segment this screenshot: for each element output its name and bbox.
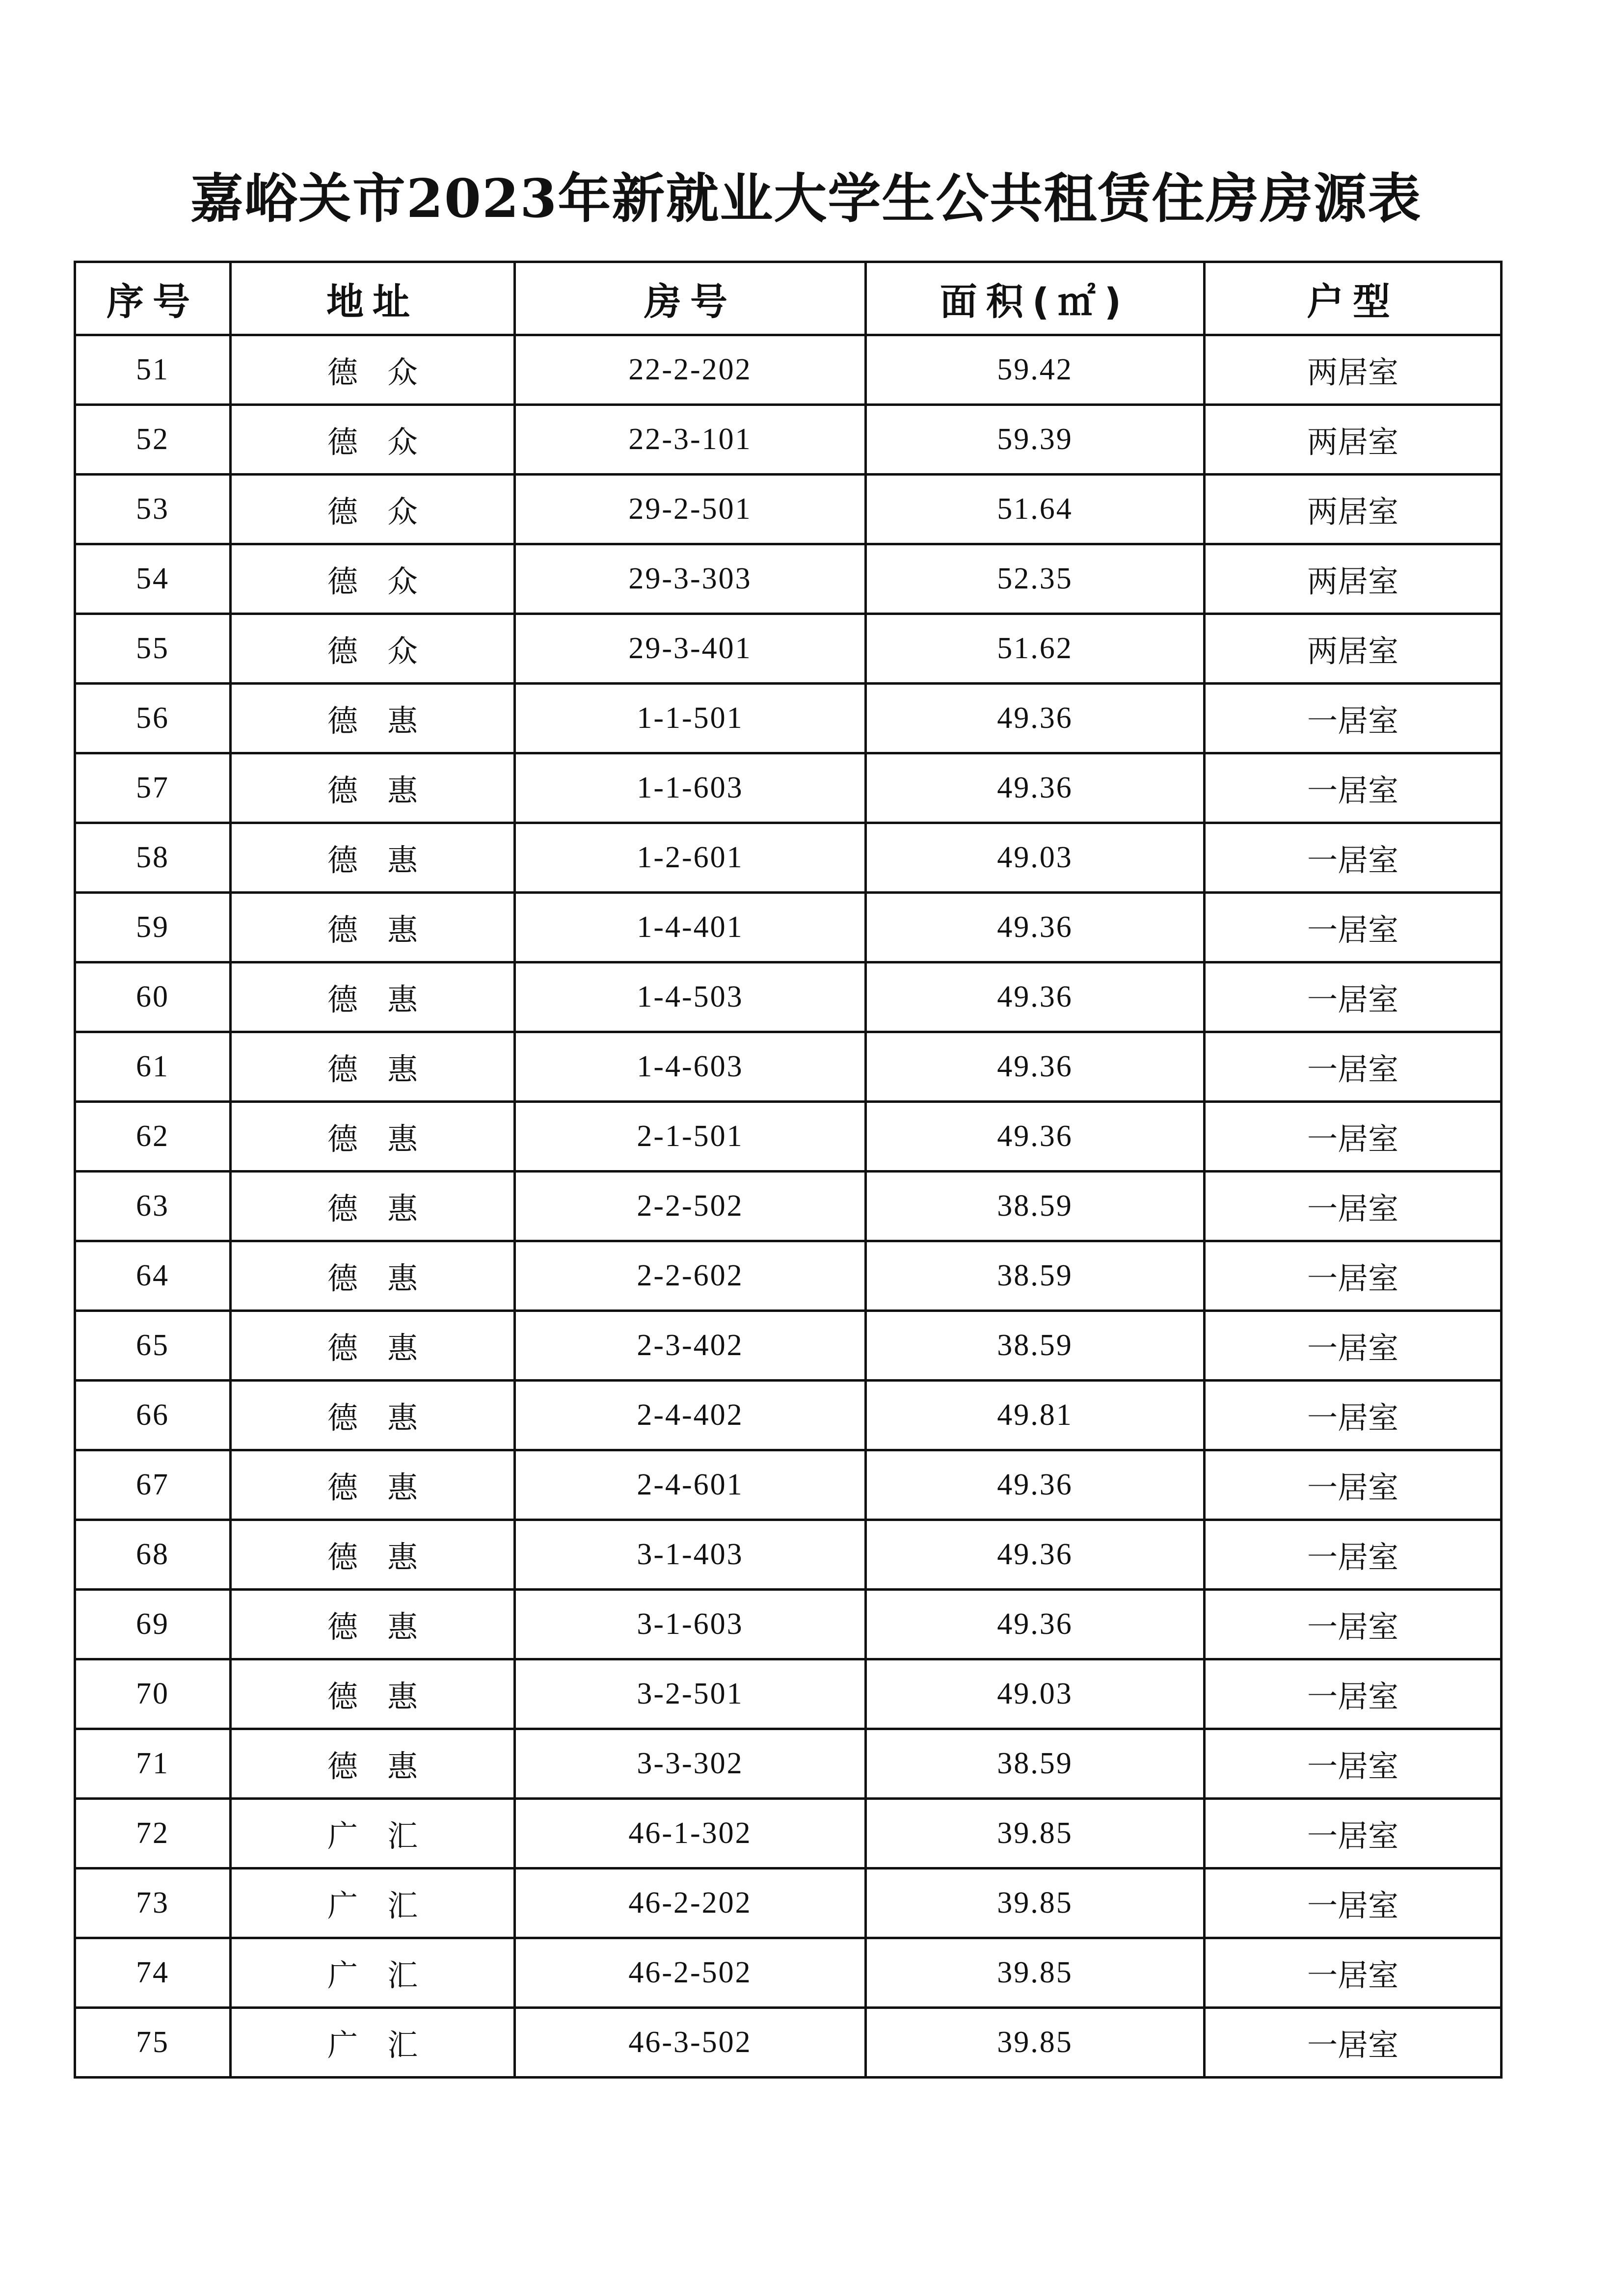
table-row bbox=[75, 1520, 1502, 1590]
cell-area: 39.85 bbox=[866, 1869, 1205, 1938]
cell-seq: 53 bbox=[75, 475, 231, 544]
cell-type: 一居室 bbox=[1205, 1172, 1502, 1241]
document-title: 嘉峪关市2023年新就业大学生公共租赁住房房源表 bbox=[190, 168, 1422, 230]
cell-area: 49.36 bbox=[866, 753, 1205, 823]
table-row bbox=[75, 405, 1502, 475]
cell-type: 一居室 bbox=[1205, 753, 1502, 823]
cell-address: 广汇 bbox=[231, 1869, 515, 1938]
cell-area: 51.62 bbox=[866, 614, 1205, 684]
cell-room: 3-3-302 bbox=[515, 1729, 866, 1799]
cell-room: 2-4-601 bbox=[515, 1450, 866, 1520]
cell-area: 49.36 bbox=[866, 1032, 1205, 1102]
table-row bbox=[75, 614, 1502, 684]
table-row bbox=[75, 1311, 1502, 1381]
table-row bbox=[75, 335, 1502, 405]
cell-room: 3-1-603 bbox=[515, 1590, 866, 1659]
table-row bbox=[75, 753, 1502, 823]
table-row bbox=[75, 823, 1502, 893]
cell-room: 46-1-302 bbox=[515, 1799, 866, 1869]
cell-address: 德惠 bbox=[231, 1172, 515, 1241]
cell-area: 49.36 bbox=[866, 1450, 1205, 1520]
cell-area: 49.36 bbox=[866, 1102, 1205, 1172]
cell-area: 39.85 bbox=[866, 1938, 1205, 2008]
table-row bbox=[75, 1938, 1502, 2008]
cell-room: 1-4-503 bbox=[515, 962, 866, 1032]
cell-type: 一居室 bbox=[1205, 893, 1502, 962]
cell-area: 49.36 bbox=[866, 684, 1205, 753]
cell-room: 2-1-501 bbox=[515, 1102, 866, 1172]
cell-room: 1-2-601 bbox=[515, 823, 866, 893]
cell-address: 德众 bbox=[231, 544, 515, 614]
cell-address: 德惠 bbox=[231, 1659, 515, 1729]
cell-room: 2-4-402 bbox=[515, 1381, 866, 1450]
cell-type: 一居室 bbox=[1205, 2008, 1502, 2078]
cell-address: 德惠 bbox=[231, 1032, 515, 1102]
cell-room: 3-2-501 bbox=[515, 1659, 866, 1729]
cell-address: 德惠 bbox=[231, 962, 515, 1032]
cell-room: 3-1-403 bbox=[515, 1520, 866, 1590]
cell-type: 一居室 bbox=[1205, 1590, 1502, 1659]
cell-type: 一居室 bbox=[1205, 962, 1502, 1032]
cell-seq: 51 bbox=[75, 335, 231, 405]
cell-address: 广汇 bbox=[231, 1799, 515, 1869]
cell-seq: 75 bbox=[75, 2008, 231, 2078]
cell-area: 49.36 bbox=[866, 1590, 1205, 1659]
table-row bbox=[75, 962, 1502, 1032]
cell-address: 德惠 bbox=[231, 1311, 515, 1381]
cell-area: 38.59 bbox=[866, 1172, 1205, 1241]
cell-room: 1-4-401 bbox=[515, 893, 866, 962]
table-row bbox=[75, 544, 1502, 614]
cell-area: 49.03 bbox=[866, 823, 1205, 893]
cell-address: 德惠 bbox=[231, 1102, 515, 1172]
cell-area: 49.36 bbox=[866, 962, 1205, 1032]
cell-address: 广汇 bbox=[231, 2008, 515, 2078]
cell-address: 德惠 bbox=[231, 823, 515, 893]
cell-type: 一居室 bbox=[1205, 1450, 1502, 1520]
cell-seq: 63 bbox=[75, 1172, 231, 1241]
cell-type: 两居室 bbox=[1205, 614, 1502, 684]
cell-seq: 52 bbox=[75, 405, 231, 475]
cell-type: 一居室 bbox=[1205, 1311, 1502, 1381]
cell-room: 46-2-202 bbox=[515, 1869, 866, 1938]
table-row bbox=[75, 2008, 1502, 2078]
cell-area: 49.36 bbox=[866, 1520, 1205, 1590]
cell-seq: 54 bbox=[75, 544, 231, 614]
cell-address: 德众 bbox=[231, 405, 515, 475]
cell-room: 46-2-502 bbox=[515, 1938, 866, 2008]
cell-address: 德惠 bbox=[231, 1729, 515, 1799]
cell-seq: 71 bbox=[75, 1729, 231, 1799]
table-row bbox=[75, 1172, 1502, 1241]
cell-type: 一居室 bbox=[1205, 1241, 1502, 1311]
table-row bbox=[75, 1590, 1502, 1659]
cell-area: 59.39 bbox=[866, 405, 1205, 475]
header-type: 户型 bbox=[1205, 262, 1502, 335]
cell-room: 1-1-603 bbox=[515, 753, 866, 823]
cell-address: 德惠 bbox=[231, 893, 515, 962]
cell-type: 一居室 bbox=[1205, 1729, 1502, 1799]
cell-type: 一居室 bbox=[1205, 1869, 1502, 1938]
cell-room: 2-3-402 bbox=[515, 1311, 866, 1381]
cell-type: 一居室 bbox=[1205, 684, 1502, 753]
cell-type: 一居室 bbox=[1205, 1938, 1502, 2008]
cell-room: 22-2-202 bbox=[515, 335, 866, 405]
cell-area: 52.35 bbox=[866, 544, 1205, 614]
cell-seq: 64 bbox=[75, 1241, 231, 1311]
cell-seq: 66 bbox=[75, 1381, 231, 1450]
cell-address: 广汇 bbox=[231, 1938, 515, 2008]
cell-address: 德惠 bbox=[231, 1241, 515, 1311]
table-row bbox=[75, 1032, 1502, 1102]
table-row bbox=[75, 1450, 1502, 1520]
cell-area: 39.85 bbox=[866, 1799, 1205, 1869]
cell-address: 德惠 bbox=[231, 753, 515, 823]
cell-address: 德惠 bbox=[231, 1590, 515, 1659]
cell-seq: 62 bbox=[75, 1102, 231, 1172]
cell-area: 51.64 bbox=[866, 475, 1205, 544]
cell-address: 德众 bbox=[231, 475, 515, 544]
cell-seq: 61 bbox=[75, 1032, 231, 1102]
cell-area: 49.81 bbox=[866, 1381, 1205, 1450]
cell-type: 一居室 bbox=[1205, 1520, 1502, 1590]
table-row bbox=[75, 475, 1502, 544]
cell-type: 一居室 bbox=[1205, 823, 1502, 893]
cell-address: 德众 bbox=[231, 335, 515, 405]
cell-room: 2-2-602 bbox=[515, 1241, 866, 1311]
cell-room: 1-1-501 bbox=[515, 684, 866, 753]
cell-type: 一居室 bbox=[1205, 1659, 1502, 1729]
cell-room: 22-3-101 bbox=[515, 405, 866, 475]
cell-seq: 72 bbox=[75, 1799, 231, 1869]
header-area: 面积(㎡) bbox=[866, 262, 1205, 335]
cell-address: 德惠 bbox=[231, 684, 515, 753]
cell-type: 一居室 bbox=[1205, 1032, 1502, 1102]
cell-room: 1-4-603 bbox=[515, 1032, 866, 1102]
table-row bbox=[75, 893, 1502, 962]
cell-area: 39.85 bbox=[866, 2008, 1205, 2078]
cell-room: 29-2-501 bbox=[515, 475, 866, 544]
table-row bbox=[75, 1869, 1502, 1938]
cell-type: 两居室 bbox=[1205, 405, 1502, 475]
cell-seq: 69 bbox=[75, 1590, 231, 1659]
cell-room: 29-3-303 bbox=[515, 544, 866, 614]
cell-seq: 55 bbox=[75, 614, 231, 684]
cell-seq: 70 bbox=[75, 1659, 231, 1729]
table-row bbox=[75, 1241, 1502, 1311]
header-room: 房号 bbox=[515, 262, 866, 335]
cell-address: 德众 bbox=[231, 614, 515, 684]
cell-room: 46-3-502 bbox=[515, 2008, 866, 2078]
cell-address: 德惠 bbox=[231, 1450, 515, 1520]
header-address: 地址 bbox=[231, 262, 515, 335]
cell-type: 两居室 bbox=[1205, 475, 1502, 544]
table-row bbox=[75, 1381, 1502, 1450]
cell-seq: 68 bbox=[75, 1520, 231, 1590]
table-row bbox=[75, 684, 1502, 753]
cell-seq: 57 bbox=[75, 753, 231, 823]
cell-area: 38.59 bbox=[866, 1729, 1205, 1799]
table-row bbox=[75, 1659, 1502, 1729]
cell-seq: 60 bbox=[75, 962, 231, 1032]
cell-seq: 73 bbox=[75, 1869, 231, 1938]
cell-area: 49.36 bbox=[866, 893, 1205, 962]
cell-type: 一居室 bbox=[1205, 1102, 1502, 1172]
cell-seq: 74 bbox=[75, 1938, 231, 2008]
cell-address: 德惠 bbox=[231, 1520, 515, 1590]
cell-type: 一居室 bbox=[1205, 1799, 1502, 1869]
cell-area: 38.59 bbox=[866, 1311, 1205, 1381]
table-header bbox=[75, 262, 1502, 335]
cell-area: 59.42 bbox=[866, 335, 1205, 405]
cell-seq: 59 bbox=[75, 893, 231, 962]
cell-area: 49.03 bbox=[866, 1659, 1205, 1729]
cell-seq: 65 bbox=[75, 1311, 231, 1381]
cell-seq: 56 bbox=[75, 684, 231, 753]
table-row bbox=[75, 1799, 1502, 1869]
cell-address: 德惠 bbox=[231, 1381, 515, 1450]
table-row bbox=[75, 1102, 1502, 1172]
cell-room: 29-3-401 bbox=[515, 614, 866, 684]
cell-type: 两居室 bbox=[1205, 335, 1502, 405]
cell-type: 两居室 bbox=[1205, 544, 1502, 614]
cell-area: 38.59 bbox=[866, 1241, 1205, 1311]
table-body bbox=[75, 335, 1502, 2078]
cell-seq: 58 bbox=[75, 823, 231, 893]
table-row bbox=[75, 1729, 1502, 1799]
cell-type: 一居室 bbox=[1205, 1381, 1502, 1450]
cell-seq: 67 bbox=[75, 1450, 231, 1520]
housing-table bbox=[74, 261, 1503, 2079]
header-row bbox=[75, 262, 1502, 335]
header-seq: 序号 bbox=[75, 262, 231, 335]
cell-room: 2-2-502 bbox=[515, 1172, 866, 1241]
